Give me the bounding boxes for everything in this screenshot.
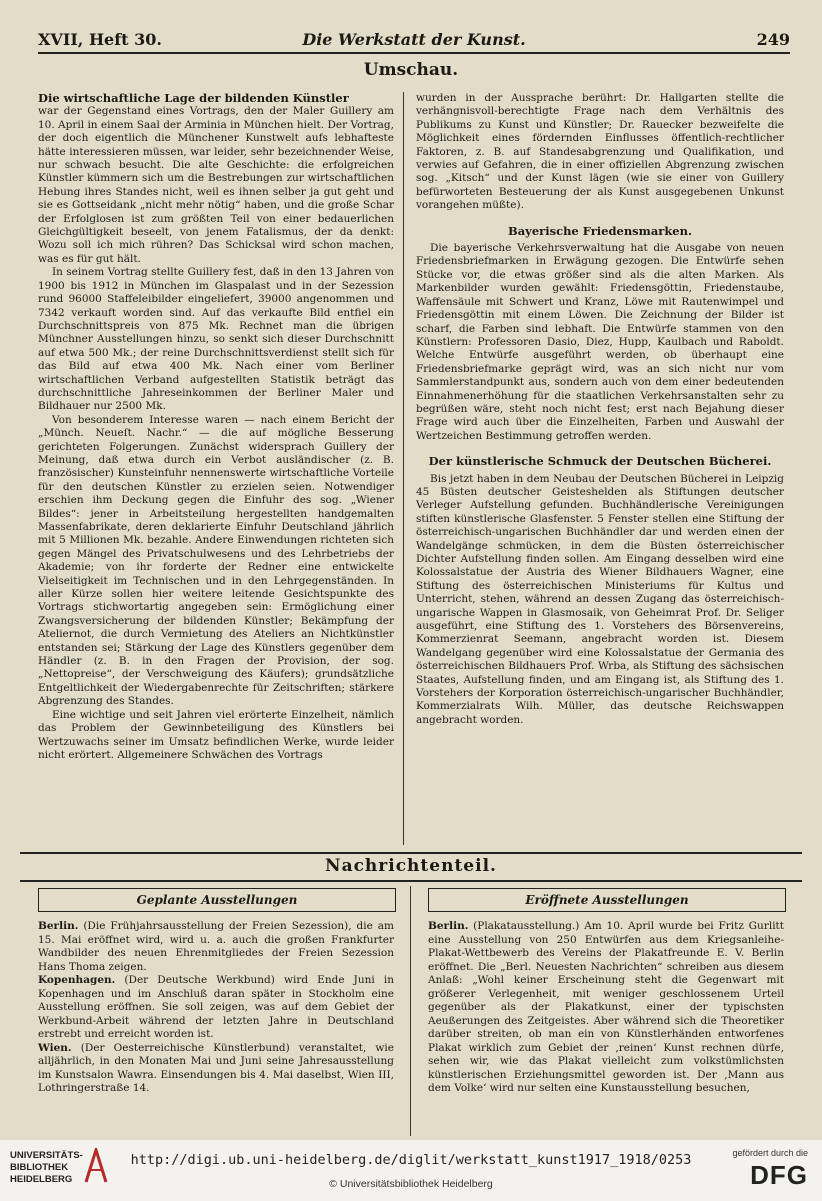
running-header: [38, 30, 790, 54]
section-title: Umschau.: [363, 60, 459, 80]
column-divider: [403, 92, 404, 845]
library-name-line: BIBLIOTHEK: [10, 1162, 69, 1173]
paragraph: Von besonderem Interesse waren — nach einem Bericht der „Münch. Neueſt. Nachr.“ — die auf mögliche Besserung gerichteten Folgerungen. Zunächst widersprach Guillery der Meinung, daß etwa durch ein Verbot ausländischer (z. B. französischer) Kunsteinfuhr nennenswerte wirtschaftliche Vorteile für den deutschen Künstler zu erzielen seien. Notwendiger erschien ihm Deckung gegen die Einfuhr des sog. „Wiener Bildes“: jener in Arbeitsteilung hergestellten handgemalten Massenfabrikate, deren deklarierte Einfuhr Deutschland jährlich mit 5 Millionen Mk. bezahle. Andere Einwendungen richteten sich gegen Mängel des Privatschulwesens und des Lehrbetriebs der Akademie; von ihr forderte der Redner eine entwickelte Vielseitigkeit im Technischen und in den Lehrgegenständen. In aller Kürze sollen hier weitere leitende Gesichtspunkte des Vortrags stichwortartig angegeben sein: Ermöglichung einer Zwangsversicherung der bildenden Künstler; Bekämpfung der Ateliernot, die durch Vermietung des Ateliers an Nichtkünstler entstanden sei; Stärkung der Lage des Künstlers gegenüber dem Händler (z. B. in den Fragen der Provision, der sog. „Nettopreise“, der Verschweigung des Käufers); grundsätzliche Entgeltlichkeit der Wiedergabenrechte für Zeitschriften; stärkere Abgrenzung des Standes.: [38, 413, 394, 708]
opened-exhibitions-heading: Eröffnete Ausstellungen: [428, 888, 786, 912]
issue-label: XVII, Heft 30.: [38, 30, 162, 49]
entry-place: Berlin.: [38, 920, 79, 932]
permalink-url[interactable]: http://digi.ub.uni-heidelberg.de/diglit/werkstatt_kunst1917_1918/0253: [130, 1152, 692, 1168]
entry-text: (Der Oesterreichische Künstlerbund) veranstaltet, wie alljährlich, in den Monaten Mai und Juni seine Jahresausstellung im Kunstsalon Wawra. Einsendungen bis 4. Mai daselbst, Wien III, Lothringerstraße 14.: [38, 1041, 394, 1094]
article-heading: Bayerische Friedensmarken.: [508, 223, 692, 238]
paragraph: In seinem Vortrag stellte Guillery fest, daß in den 13 Jahren von 1900 bis 1912 in München im Glaspalast und in der Sezession rund 96000 Staffeleibilder eingeliefert, 39000 angenommen und 7342 verkauft worden sind. Auf das verkaufte Bild entfiel ein Durchschnittspreis von 875 Mk. Rechnet man die übrigen Münchner Ausstellungen hinzu, so senkt sich dieser Durchschnitt auf etwa 500 Mk.; der reine Durchschnittsverdienst stellt sich für das Bild auf etwa 400 Mk. Nach einer vom Berliner wirtschaftlichen Verband aufgestellten Statistik beträgt das durchschnittliche Jahreseinkommen der Berliner Maler und Bildhauer nur 2500 Mk.: [38, 266, 394, 413]
funding-label: gefördert durch die: [732, 1148, 808, 1158]
entry-place: Kopenhagen.: [38, 974, 116, 986]
paragraph: Eine wichtige und seit Jahren viel erörterte Einzelheit, nämlich das Problem der Gewinnbeteiligung des Künstlers bei Wertzuwachs seiner im Umsatz befindlichen Werke, wurde leider nicht erörtert. Allgemeinere Schwächen des Vortrags: [38, 708, 394, 761]
right-column: [416, 92, 784, 727]
paragraph: Die bayerische Verkehrsverwaltung hat die Ausgabe von neuen Friedensbriefmarken in Erwägung gezogen. Die Entwürfe sehen Stücke vor, die etwas größer sind als die alten Marken. Als Markenbilder wurden gewählt: Friedensgöttin, Friedenstaube, Waffensäule mit Schwert und Kranz, Löwe mit Rautenwimpel und Friedensgöttin mit einem Löwen. Die Zeichnung der Bilder ist scharf, die Farben sind lebhaft. Die Entwürfe stammen von den Künstlern: Professoren Dasio, Diez, Hupp, Kaulbach und Raboldt. Welche Entwürfe ausgeführt werden, ob überhaupt eine Friedensbriefmarke geprägt wird, was an sich nicht nur vom Sammlerstandpunkt aus, sondern auch von dem einer bedeutenden Einnahmenerhöhung für die staatlichen Verkehrsanstalten sehr zu begrüßen wäre, steht noch nicht fest; erst nach Bejahung dieser Frage wird auch über die Einzelheiten, Farben und Auswahl der Wertzeichen Bestimmung getroffen werden.: [416, 242, 784, 442]
entry-place: Berlin.: [428, 920, 469, 932]
left-column: [38, 92, 394, 762]
rule: [20, 852, 802, 854]
news-entry: [38, 1042, 394, 1096]
article-heading: Die wirtschaftliche Lage der bildenden Künstler: [38, 91, 349, 105]
library-name-line: UNIVERSITÄTS-: [10, 1150, 83, 1161]
library-name-line: HEIDELBERG: [10, 1174, 73, 1185]
dfg-logo: DFG: [750, 1160, 808, 1190]
paragraph: wurden in der Aussprache berührt: Dr. Hallgarten stellte die verhängnisvoll-berechtigte Frage nach dem Verhältnis des Publikums zu Kunst und Künstler; Dr. Rauecker bezweifelte die Möglichkeit eines fördernden Einflusses öffentlich-rechtlicher Faktoren, z. B. auf Standesabgrenzung und Qualifikation, und verwies auf Gefahren, die in einer offiziellen Abgrenzung zwischen sog. „Kitsch“ und der Kunst lägen (wie sie einer von Guillery befürworteten Besteuerung der als Kunst ausgegebenen Unkunst vorangehen müßte).: [416, 92, 784, 212]
viewer-footer: [0, 1140, 822, 1201]
news-section-title: Nachrichtenteil.: [325, 856, 497, 876]
entry-place: Wien.: [38, 1041, 72, 1054]
article-heading: Der künstlerische Schmuck der Deutschen Bücherei.: [428, 454, 772, 469]
planned-exhibitions-list: [38, 920, 394, 1096]
column-divider: [410, 886, 411, 1136]
rule: [20, 880, 802, 882]
opened-exhibitions-list: [428, 920, 784, 1096]
paragraph: Bis jetzt haben in dem Neubau der Deutschen Bücherei in Leipzig 45 Büsten deutscher Geisteshelden als Stiftungen deutscher Verleger Aufstellung gefunden. Buchhändlerische Vereinigungen stiften künstlerische Glasfenster. 5 Fenster stellen eine Stiftung der österreichisch-ungarischen Buchhändler dar und werden einen der Wandelgänge schmücken, in dem die Büsten österreichischer Dichter Aufstellung finden sollen. Am Eingang desselben wird eine Kolossalstatue der Austria des Wiener Bildhauers Wagner, eine Stiftung des österreichischen Ministeriums für Kultus und Unterricht, stehen, während an dessen Zugang das österreichisch-ungarische Wappen in Glasmosaik, von Geheimrat Prof. Dr. Seliger ausgeführt, eine Stiftung des 1. Vorstehers des Börsenvereins, Kommerzienrat Seemann, angebracht worden ist. Diesem Wandelgang gegenüber wird eine Kolossalstatue der Germania des österreichischen Bildhauers Prof. Wrba, als Stiftung des sächsischen Staates, Aufstellung finden, und am Eingang ist, als Stiftung des 1. Vorstehers der Korporation österreichisch-ungarischer Buchhändler, Kommerzialrats Wilh. Müller, das deutsche Reichswappen angebracht worden.: [416, 472, 784, 726]
paragraph: war der Gegenstand eines Vortrags, den der Maler Guillery am 10. April in einem Saal der Arminia in München hielt. Der Vortrag, der doch eigentlich die Münchener Kunstwelt aufs lebhafteste hätte interessieren müssen, war leider, sehr bezeichnender Weise, nur schwach besucht. Die alte Geschichte: die erfolgreichen Künstler kümmern sich um die Bestrebungen zur wirtschaftlichen Hebung ihres Standes nicht, weil es ihnen selber ja gut geht und sie es Gottseidank „nicht mehr nötig“ haben, und die große Schar der Erfolglosen ist zum größten Teil von einer bedauerlichen Gleichgültigkeit beseelt, von jenem Fatalismus, der da denkt: Wozu soll ich mich rühren? Das Schicksal wird schon machen, was es für gut hält.: [38, 105, 394, 265]
planned-exhibitions-heading: Geplante Ausstellungen: [38, 888, 396, 912]
news-entry: [38, 974, 394, 1042]
entry-text: (Der Deutsche Werkbund) wird Ende Juni in Kopenhagen und im Anschluß daran später in Stockholm eine Ausstellung eröffnen. Sie soll zeigen, was auf dem Gebiet der Werkbund-Arbeit während der letzten Jahre in Deutschland erstrebt und erreicht worden ist.: [38, 974, 394, 1040]
news-entry: [38, 920, 394, 974]
entry-text: (Plakatausstellung.) Am 10. April wurde bei Fritz Gurlitt eine Ausstellung von 250 Entwürfen aus dem Kriegsanleihe-Plakat-Wettbewerb des Vereins der Plakatfreunde E. V. Berlin eröffnet. Die „Berl. Neuesten Nachrichten“ schreiben aus diesem Anlaß: „Wohl keiner Erscheinung steht die Gegenwart mit größerer Verlegenheit, mit weniger geschlossenem Urteil gegenüber als der Plakatkunst, einer der typischsten Aeußerungen des Zeitgeistes. Aber während sich die Theoretiker darüber streiten, ob man ein von Künstlerhänden entworfenes Plakat wirklich zum Gebiet der ‚reinen‘ Kunst rechnen dürfe, sehen wir, wie das Plakat vielleicht zum volkstümlichsten künstlerischen Erziehungsmittel geworden ist. Der ‚Mann aus dem Volke‘ wird nur selten eine Kunstausstellung besuchen,: [428, 920, 784, 1094]
page-number: 249: [756, 30, 790, 49]
copyright-notice: © Universitätsbibliothek Heidelberg: [329, 1178, 493, 1190]
journal-title: Die Werkstatt der Kunst.: [302, 30, 526, 49]
news-entry: [428, 920, 784, 1096]
entry-text: (Die Frühjahrsausstellung der Freien Sezession), die am 15. Mai eröffnet wird, wird u. a. auch die großen Frankfurter Wandbilder des neuen Ehrenmitgliedes der Freien Sezession Hans Thoma zeigen.: [38, 920, 394, 973]
